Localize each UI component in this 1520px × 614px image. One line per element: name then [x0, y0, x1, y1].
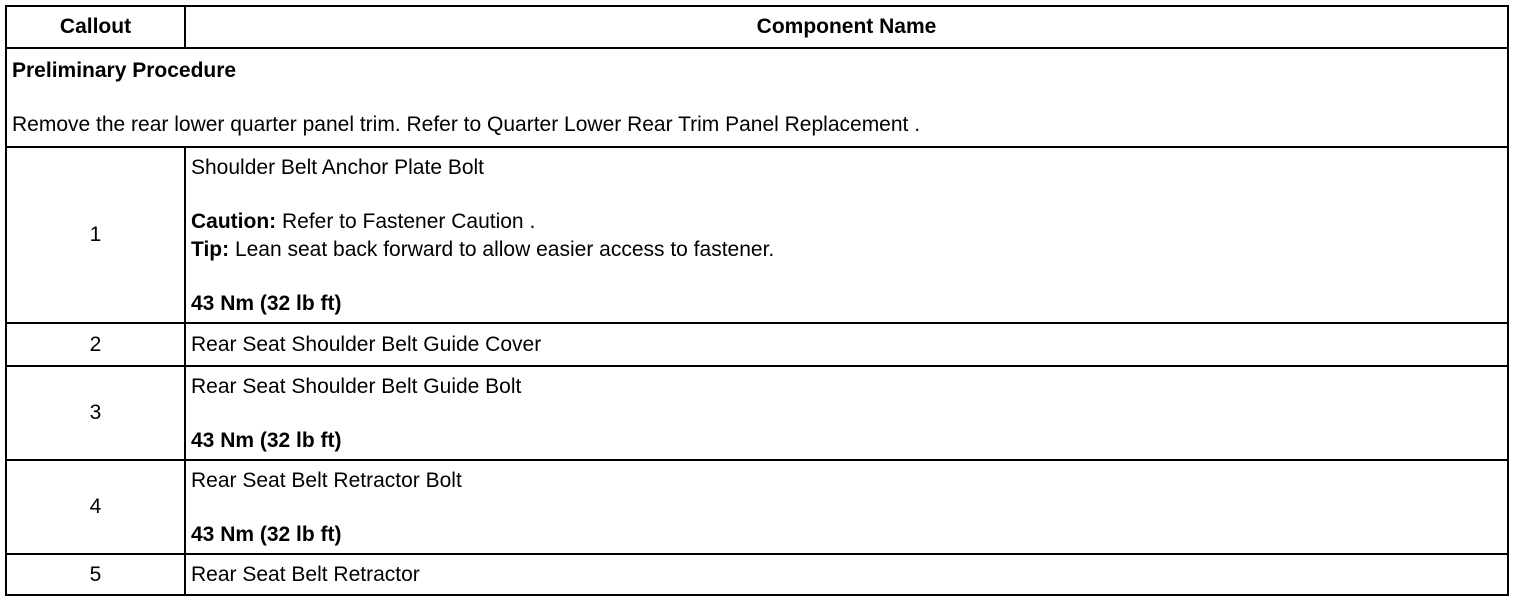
- component-cell: [185, 323, 1508, 366]
- spacer: [191, 264, 1501, 290]
- component-cell: [185, 366, 1508, 460]
- callout-cell: 5: [6, 554, 185, 595]
- preliminary-procedure-title: Preliminary Procedure: [12, 59, 237, 82]
- component-name: Rear Seat Belt Retractor Bolt: [191, 469, 462, 492]
- table-row: [6, 323, 1508, 366]
- table-row: [6, 147, 1508, 323]
- spacer: [191, 401, 1501, 427]
- callout-cell: 3: [6, 366, 185, 460]
- table-header-row: [6, 6, 1508, 48]
- procedure-table-container: [5, 5, 1509, 596]
- tip-label: Tip:: [191, 238, 230, 261]
- preliminary-procedure-text: Remove the rear lower quarter panel trim. Refer to Quarter Lower Rear Trim Panel Replacement .: [12, 113, 921, 136]
- callout-cell: 2: [6, 323, 185, 366]
- component-cell: [185, 147, 1508, 323]
- caution-label: Caution:: [191, 210, 277, 233]
- header-component-name: Component Name: [185, 6, 1508, 48]
- torque-spec: 43 Nm (32 lb ft): [191, 429, 342, 452]
- preliminary-procedure-cell: [6, 48, 1508, 147]
- header-callout: Callout: [6, 6, 185, 48]
- component-name: Rear Seat Shoulder Belt Guide Bolt: [191, 375, 522, 398]
- callout-cell: 4: [6, 460, 185, 554]
- component-cell: [185, 554, 1508, 595]
- component-name: Shoulder Belt Anchor Plate Bolt: [191, 156, 485, 179]
- caution-text: Refer to Fastener Caution .: [276, 210, 536, 233]
- callout-cell: 1: [6, 147, 185, 323]
- table-row: [6, 366, 1508, 460]
- component-name: Rear Seat Shoulder Belt Guide Cover: [191, 332, 542, 356]
- component-name: Rear Seat Belt Retractor: [191, 562, 420, 586]
- torque-spec: 43 Nm (32 lb ft): [191, 292, 342, 315]
- caution-line: [191, 208, 1501, 236]
- procedure-table: [5, 5, 1509, 596]
- tip-text: Lean seat back forward to allow easier access to fastener.: [229, 238, 775, 261]
- table-row: [6, 460, 1508, 554]
- component-cell: [185, 460, 1508, 554]
- spacer: [12, 85, 1507, 111]
- tip-line: [191, 236, 1501, 264]
- spacer: [191, 495, 1501, 521]
- torque-spec: 43 Nm (32 lb ft): [191, 523, 342, 546]
- table-row: [6, 554, 1508, 595]
- spacer: [191, 182, 1501, 208]
- preliminary-procedure-row: [6, 48, 1508, 147]
